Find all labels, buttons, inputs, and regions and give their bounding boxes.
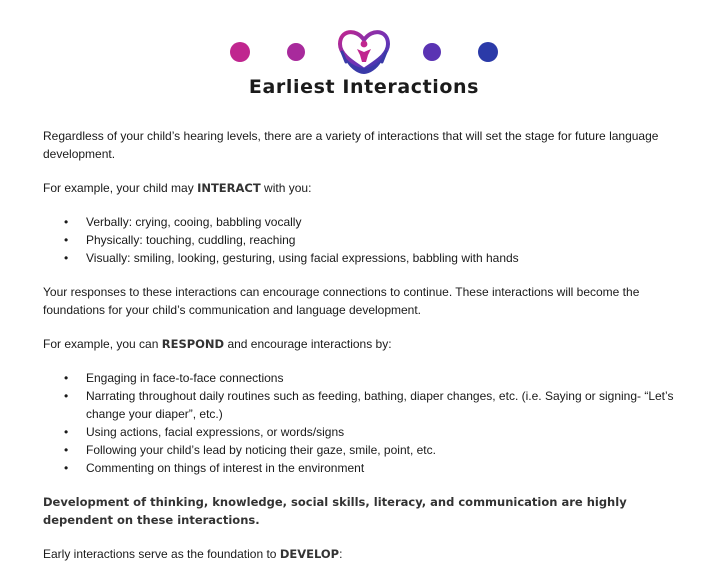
respond-lead-suffix: and encourage interactions by:	[224, 337, 392, 351]
list-item: • Visually: smiling, looking, gesturing, using facial expressions, babbling with hands	[64, 251, 519, 265]
list-item: • Verbally: crying, cooing, babbling vocally	[64, 215, 302, 229]
heart-hands-child-icon	[338, 26, 390, 78]
list-item: • Using actions, facial expressions, or words/signs	[64, 425, 345, 439]
bullet-icon: •	[64, 215, 69, 229]
banner-dot	[230, 42, 250, 62]
list-item: • Following your child’s lead by noticing their gaze, smile, point, etc.	[64, 443, 436, 457]
banner-dot	[423, 43, 441, 61]
intro-paragraph: Regardless of your child’s hearing levels, there are a variety of interactions that will set the stage for future language development.	[43, 129, 659, 161]
interact-lead-suffix: with you:	[260, 181, 312, 195]
list-item: • Physically: touching, cuddling, reaching	[64, 233, 296, 247]
list-item: • Narrating throughout daily routines such as feeding, bathing, diaper changes, etc. (i.e. Saying or signing- “Let’s change your diaper”, etc.)	[64, 389, 674, 421]
develop-lead-text: Early interactions serve as the foundation to	[43, 547, 280, 561]
development-statement: Development of thinking, knowledge, social skills, literacy, and communication are highly dependent on these interactions.	[43, 495, 627, 527]
develop-keyword: DEVELOP	[279, 547, 340, 561]
bullet-icon: •	[64, 251, 69, 265]
respond-lead-text: For example, you can	[43, 337, 162, 351]
bullet-icon: •	[64, 389, 69, 403]
bullet-icon: •	[64, 461, 69, 475]
respond-list	[43, 369, 693, 477]
bullet-icon: •	[64, 371, 69, 385]
banner-dot	[287, 43, 305, 61]
develop-lead-suffix: :	[339, 547, 343, 561]
respond-keyword: RESPOND	[161, 337, 225, 351]
document-body	[43, 127, 693, 563]
interact-lead-paragraph	[43, 179, 693, 197]
interact-lead-text: For example, your child may	[43, 181, 198, 195]
interact-keyword: INTERACT	[197, 181, 261, 195]
list-item: • Commenting on things of interest in the environment	[64, 461, 365, 475]
bullet-icon: •	[64, 425, 69, 439]
bullet-icon: •	[64, 443, 69, 457]
banner-dot	[478, 42, 498, 62]
interact-list	[43, 213, 693, 267]
responses-paragraph: Your responses to these interactions can encourage connections to continue. These interactions will become the foundations for your child’s communication and language development.	[43, 285, 640, 317]
bullet-icon: •	[64, 233, 69, 247]
header-banner	[228, 22, 500, 82]
page-title: Earliest Interactions	[248, 76, 480, 98]
list-item: • Engaging in face-to-face connections	[64, 371, 284, 385]
respond-lead-paragraph	[43, 335, 693, 353]
